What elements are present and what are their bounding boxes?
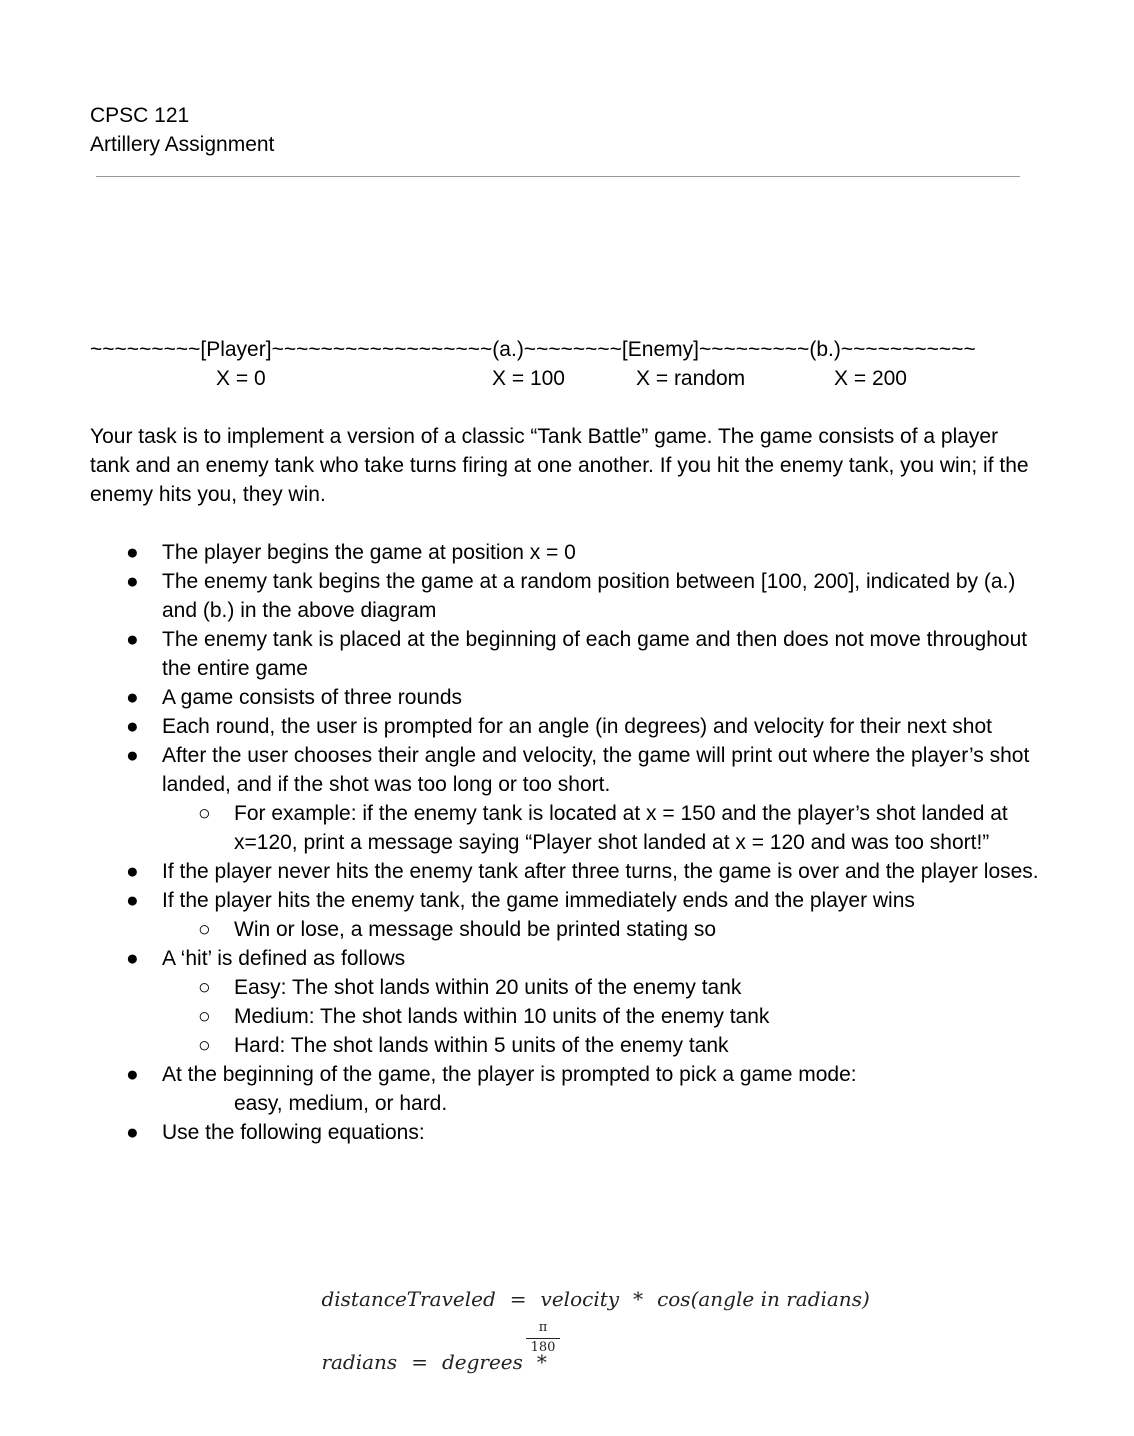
assignment-title: Artillery Assignment [90, 133, 275, 156]
list-item [90, 712, 1040, 741]
list-item [90, 683, 1040, 712]
point-a-position-label: X = 100 [492, 367, 565, 390]
equation-degrees: degrees [441, 1350, 523, 1374]
list-item [90, 538, 1040, 567]
bullet-icon: ● [126, 686, 139, 709]
bullet-icon: ● [126, 1063, 139, 1086]
list-item [90, 886, 1040, 915]
list-item-text: The enemy tank is placed at the beginning of each game and then does not move throughout the entire game [162, 628, 1028, 680]
list-item-text: If the player never hits the enemy tank after three turns, the game is over and the player loses. [162, 860, 1039, 883]
list-item-text: At the beginning of the game, the player is prompted to pick a game mode: [162, 1063, 857, 1086]
equation-cos: cos(angle in radians) [657, 1287, 870, 1311]
sub-list-item-text: Win or lose, a message should be printed stating so [234, 918, 717, 941]
intro-paragraph: Your task is to implement a version of a classic “Tank Battle” game. The game consists of a player tank and an enemy tank who take turns firing at one another. If you hit the enemy tank, you win; if the enemy hits you, they win. [90, 425, 1029, 506]
equation-velocity: velocity [540, 1287, 620, 1311]
sub-bullet-icon: ○ [198, 802, 211, 825]
battlefield-diagram: ~~~~~~~~~[Player]~~~~~~~~~~~~~~~~~~(a.)~~~~~~~~[Enemy]~~~~~~~~~(b.)~~~~~~~~~~~ [90, 338, 976, 361]
list-item [90, 567, 1040, 625]
fraction-denominator: 180 [530, 1340, 556, 1355]
course-code: CPSC 121 [90, 104, 190, 127]
list-item-text: A game consists of three rounds [162, 686, 462, 709]
bullet-icon: ● [126, 628, 139, 651]
equals-sign: = [509, 1287, 527, 1311]
point-b-position-label: X = 200 [834, 367, 907, 390]
list-item-continuation: easy, medium, or hard. [234, 1092, 448, 1115]
bullet-icon: ● [126, 947, 139, 970]
player-position-label: X = 0 [216, 367, 266, 390]
list-item-text: Use the following equations: [162, 1121, 425, 1144]
list-item-text: A ‘hit’ is defined as follows [162, 947, 406, 970]
fraction-numerator: π [538, 1320, 548, 1335]
sub-list-item [90, 1002, 1040, 1031]
list-item [90, 1118, 1040, 1147]
list-item [90, 944, 1040, 973]
sub-list-item-text: Hard: The shot lands within 5 units of the enemy tank [234, 1034, 729, 1057]
sub-bullet-icon: ○ [198, 976, 211, 999]
sub-list-item-text: Medium: The shot lands within 10 units of the enemy tank [234, 1005, 770, 1028]
bullet-icon: ● [126, 570, 139, 593]
rules-list [90, 538, 1040, 1147]
sub-list-item [90, 973, 1040, 1002]
bullet-icon: ● [126, 860, 139, 883]
list-item-text: If the player hits the enemy tank, the game immediately ends and the player wins [162, 889, 915, 912]
multiply-sign: * [536, 1350, 547, 1374]
sub-list-item [90, 799, 1040, 857]
sub-list-item-text: For example: if the enemy tank is located at x = 150 and the player’s shot landed at x=120, print a message saying “Player shot landed at x = 120 and was too short!” [234, 802, 1008, 854]
sub-bullet-icon: ○ [198, 1034, 211, 1057]
sub-list-item-text: Easy: The shot lands within 20 units of the enemy tank [234, 976, 742, 999]
bullet-icon: ● [126, 715, 139, 738]
list-item [90, 857, 1040, 886]
sub-list-item [90, 1031, 1040, 1060]
list-item [90, 1060, 1040, 1089]
document-header [90, 101, 274, 159]
equation-lhs: distanceTraveled [321, 1287, 496, 1311]
sub-bullet-icon: ○ [198, 918, 211, 941]
list-item-text: Each round, the user is prompted for an angle (in degrees) and velocity for their next shot [162, 715, 992, 738]
fraction-bar [526, 1338, 560, 1339]
bullet-icon: ● [126, 1121, 139, 1144]
bullet-icon: ● [126, 541, 139, 564]
header-divider [96, 176, 1020, 177]
list-item-text: The player begins the game at position x = 0 [162, 541, 576, 564]
radians-equation [296, 1326, 561, 1398]
sub-list-item [90, 915, 1040, 944]
multiply-sign: * [633, 1287, 644, 1311]
list-item-text: The enemy tank begins the game at a random position between [100, 200], indicated by (a.) and (b.) in the above diagram [162, 570, 1016, 622]
equals-sign: = [411, 1350, 428, 1374]
distance-equation [296, 1263, 870, 1335]
bullet-icon: ● [126, 889, 139, 912]
list-item [90, 741, 1040, 799]
bullet-icon: ● [126, 744, 139, 767]
list-item [90, 625, 1040, 683]
sub-bullet-icon: ○ [198, 1005, 211, 1028]
equation-lhs: radians [321, 1350, 398, 1374]
list-item-text: After the user chooses their angle and velocity, the game will print out where the player’s shot landed, and if the shot was too long or too short. [162, 744, 1030, 796]
enemy-position-label: X = random [636, 367, 746, 390]
